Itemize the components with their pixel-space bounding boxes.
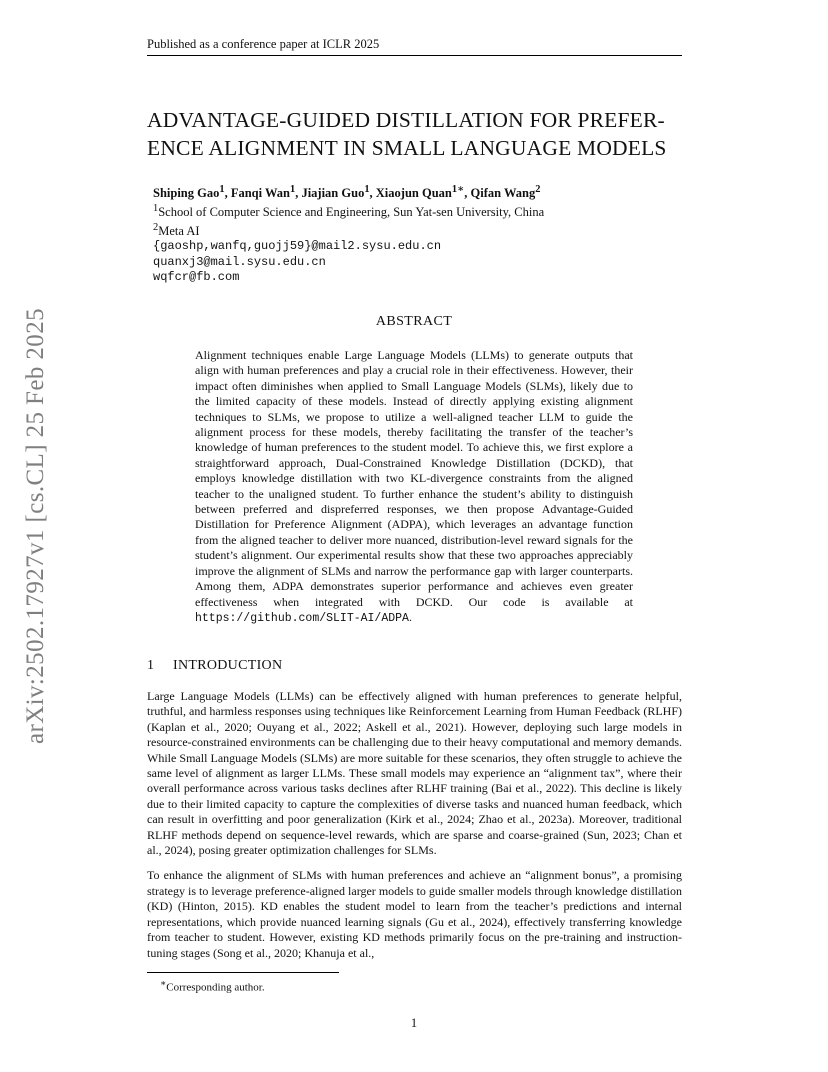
affiliation-1 (153, 201, 673, 220)
author-separator: , (464, 186, 471, 201)
paper-title (147, 106, 687, 162)
affiliation-2 (153, 220, 673, 239)
author-affiliation-mark: 1 (219, 184, 225, 195)
section-heading-introduction (147, 658, 282, 674)
author-separator: , (295, 186, 302, 201)
author-name: Xiaojun Quan (375, 186, 452, 201)
abstract-end: . (408, 609, 412, 624)
section-number: 1 (147, 658, 155, 673)
running-header (147, 36, 682, 56)
author-email-2: quanxj3@mail.sysu.edu.cn (153, 254, 326, 269)
page-number: 1 (410, 1016, 418, 1030)
code-url-link[interactable]: https://github.com/SLIT-AI/ADPA (195, 611, 409, 625)
abstract-heading: ABSTRACT (375, 314, 453, 329)
abstract-text: Alignment techniques enable Large Language Models (LLMs) to generate outputs that align with human preferences and play a crucial role in their effectiveness. However, their impact often diminishes when applied to Small Language Models (SLMs), likely due to the limited capacity of these models. Instead of directly applying existing alignment techniques to SLMs, we propose to utilize a well-aligned teacher LLM to guide the alignment process for these models, thereby facilitating the transfer of the teacher’s knowledge of human preferences to the student model. To achieve this, we first explore a straightforward approach, Dual-Constrained Knowledge Distillation (DCKD), that employs knowledge distillation with two KL-divergence constraints from the aligned teacher to the unaligned student. To further enhance the student’s ability to distinguish between preferred and dispreferred responses, we then propose Advantage-Guided Distillation for Preference Alignment (ADPA), which leverages an advantage function from the aligned teacher to deliver more nuanced, distribution-level reward signals for the student’s alignment. Our experimental results show that these two approaches appreciably improve the alignment of SLMs and narrow the performance gap with larger counterparts. Among them, ADPA demonstrates superior performance and achieves even greater effectiveness when integrated with DCKD. Our code is available at (195, 348, 633, 609)
paragraph: To enhance the alignment of SLMs with human preferences and achieve an “alignment bonus”, a promising strategy is to leverage preference-aligned larger models to guide smaller models through knowledge distillation (KD) (Hinton, 2015). KD enables the student model to learn from the teacher’s predictions and internal representations, which provide nuanced learning signals (Gu et al., 2024), effectively transferring knowledge from teacher to student. However, existing KD methods primarily focus on the pre-training and instruction-tuning stages (Song et al., 2020; Khanuja et al., (147, 868, 682, 960)
author-name: Jiajian Guo (301, 186, 365, 201)
affiliation-name: Meta AI (158, 224, 200, 239)
author-email-3: wqfcr@fb.com (153, 270, 240, 285)
author-name: Qifan Wang (470, 186, 536, 201)
author-name: Shiping Gao (153, 186, 220, 201)
author-block (153, 182, 673, 286)
footnote-marker: ∗ (160, 978, 167, 988)
author-separator: , (369, 186, 376, 201)
author-email-1: {gaoshp,wanfq,guojj59}@mail2.sysu.edu.cn (153, 239, 442, 254)
introduction-body (147, 689, 682, 971)
title-line-2: ENCE ALIGNMENT IN SMALL LANGUAGE MODELS (147, 136, 667, 160)
affiliation-mark: 2 (153, 222, 159, 234)
footnote-divider (147, 972, 339, 973)
section-title: INTRODUCTION (173, 658, 283, 673)
author-affiliation-mark: 1 (290, 184, 296, 195)
affiliation-mark: 1 (153, 203, 159, 215)
author-affiliation-mark: 2 (535, 184, 541, 195)
author-affiliation-mark: 1 (364, 184, 370, 195)
paragraph: Large Language Models (LLMs) can be effectively aligned with human preferences to generate helpful, truthful, and harmless responses using techniques like Reinforcement Learning from Human Feedback (RLHF) (Kaplan et al., 2020; Ouyang et al., 2022; Askell et al., 2021). However, deploying such large models in resource-constrained environments can be challenging due to their heavy computational and memory demands. While Small Language Models (SLMs) are more suitable for these scenarios, they often struggle to achieve the same level of alignment as larger LLMs. These small models may experience an “alignment tax”, where their overall performance across various tasks declines after RLHF training (Bai et al., 2022). This decline is likely due to their limited capacity to capture the complexities of diverse tasks and nuanced human feedback, which can result in overfitting and poor generalization (Kirk et al., 2024; Zhao et al., 2023a). Moreover, traditional RLHF methods depend on sequence-level rewards, which are sparse and coarse-grained (Sun, 2023; Chan et al., 2024), posing greater optimization challenges for SLMs. (147, 689, 682, 858)
affiliation-name: School of Computer Science and Engineering, Sun Yat-sen University, China (158, 205, 545, 220)
title-line-1: ADVANTAGE-GUIDED DISTILLATION FOR PREFER- (147, 108, 665, 132)
footnote (160, 976, 265, 995)
footnote-text: Corresponding author. (166, 981, 265, 994)
author-separator: , (224, 186, 231, 201)
author-affiliation-mark: 1∗ (451, 184, 465, 195)
header-text: Published as a conference paper at ICLR 2025 (147, 37, 380, 51)
author-names (153, 182, 673, 201)
author-name: Fanqi Wan (230, 186, 290, 201)
abstract-body (195, 348, 633, 626)
arxiv-identifier: arXiv:2502.17927v1 [cs.CL] 25 Feb 2025 (22, 308, 49, 744)
